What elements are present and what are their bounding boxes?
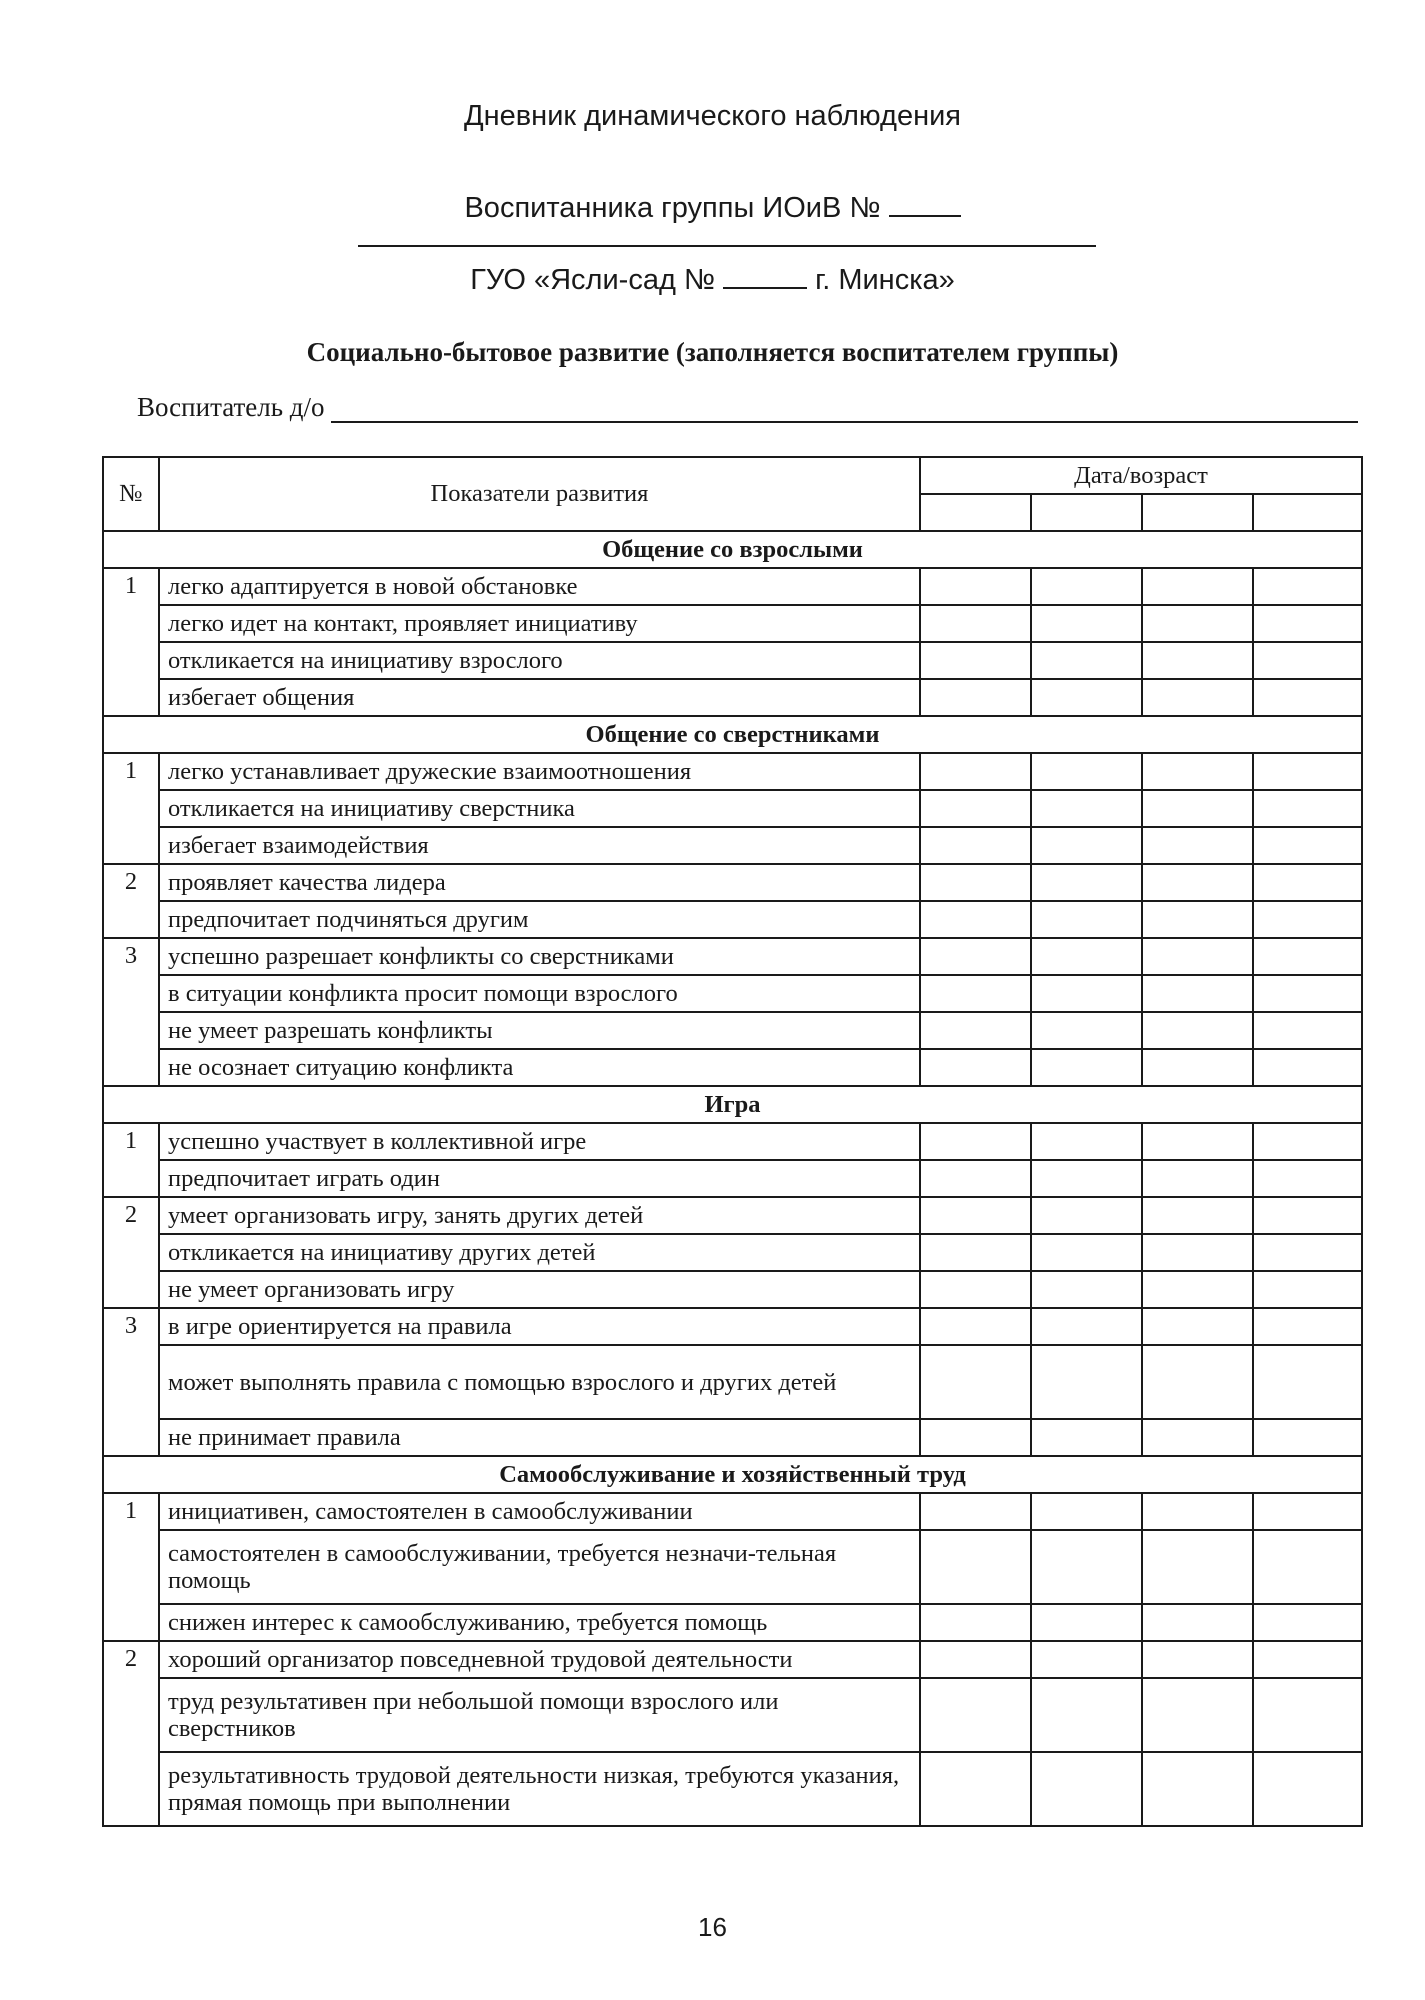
- date-entry-cell[interactable]: [1253, 1604, 1362, 1641]
- date-entry-cell[interactable]: [1253, 1012, 1362, 1049]
- indicator-row: [103, 1308, 1362, 1345]
- indicator-text: предпочитает подчиняться другим: [159, 901, 920, 938]
- indicator-row: [103, 642, 1362, 679]
- date-entry-cell[interactable]: [920, 1530, 1031, 1604]
- date-entry-cell[interactable]: [1031, 1752, 1142, 1826]
- date-entry-cell[interactable]: [1031, 975, 1142, 1012]
- indicator-text: легко идет на контакт, проявляет инициативу: [159, 605, 920, 642]
- date-entry-cell[interactable]: [1142, 1641, 1253, 1678]
- date-entry-cell[interactable]: [1253, 1678, 1362, 1752]
- date-entry-cell[interactable]: [1142, 605, 1253, 642]
- date-entry-cell[interactable]: [920, 1493, 1031, 1530]
- date-entry-cell[interactable]: [1253, 1752, 1362, 1826]
- indicator-text: не умеет разрешать конфликты: [159, 1012, 920, 1049]
- section-row: [103, 1456, 1362, 1493]
- date-entry-cell[interactable]: [1142, 568, 1253, 605]
- pupil-name-blank[interactable]: [358, 245, 1096, 247]
- date-entry-cell[interactable]: [1253, 1123, 1362, 1160]
- item-number: 2: [103, 864, 159, 938]
- date-entry-cell[interactable]: [1031, 1345, 1142, 1419]
- col-date-header: Дата/возраст: [920, 457, 1362, 494]
- section-title: Общение со сверстниками: [103, 716, 1362, 753]
- date-entry-cell[interactable]: [920, 938, 1031, 975]
- indicator-text: успешно разрешает конфликты со сверстниками: [159, 938, 920, 975]
- date-entry-cell[interactable]: [1031, 790, 1142, 827]
- date-entry-cell[interactable]: [1142, 1012, 1253, 1049]
- date-entry-cell[interactable]: [1253, 1160, 1362, 1197]
- section-row: [103, 531, 1362, 568]
- item-number: 2: [103, 1641, 159, 1826]
- item-number: 1: [103, 753, 159, 864]
- date-entry-cell[interactable]: [1142, 1234, 1253, 1271]
- indicator-row: [103, 938, 1362, 975]
- indicator-text: не умеет организовать игру: [159, 1271, 920, 1308]
- date-entry-cell[interactable]: [920, 975, 1031, 1012]
- indicator-text: откликается на инициативу сверстника: [159, 790, 920, 827]
- indicator-text: избегает взаимодействия: [159, 827, 920, 864]
- indicator-text: снижен интерес к самообслуживанию, требуется помощь: [159, 1604, 920, 1641]
- indicator-text: предпочитает играть один: [159, 1160, 920, 1197]
- date-entry-cell[interactable]: [920, 642, 1031, 679]
- date-entry-cell[interactable]: [920, 568, 1031, 605]
- date-entry-cell[interactable]: [1031, 1308, 1142, 1345]
- indicator-text: легко адаптируется в новой обстановке: [159, 568, 920, 605]
- date-entry-cell[interactable]: [1031, 1604, 1142, 1641]
- date-entry-cell[interactable]: [920, 1234, 1031, 1271]
- indicator-row: [103, 790, 1362, 827]
- date-entry-cell[interactable]: [1253, 1345, 1362, 1419]
- indicator-row: [103, 1012, 1362, 1049]
- date-entry-cell[interactable]: [920, 1308, 1031, 1345]
- date-entry-cell[interactable]: [1031, 901, 1142, 938]
- date-entry-cell[interactable]: [1031, 1530, 1142, 1604]
- indicator-row: [103, 1419, 1362, 1456]
- date-entry-cell[interactable]: [1253, 1234, 1362, 1271]
- date-entry-cell[interactable]: [1031, 827, 1142, 864]
- date-entry-cell[interactable]: [920, 1197, 1031, 1234]
- section-title: Самообслуживание и хозяйственный труд: [103, 1456, 1362, 1493]
- indicator-row: [103, 1752, 1362, 1826]
- date-entry-cell[interactable]: [1253, 1271, 1362, 1308]
- date-entry-cell[interactable]: [920, 1345, 1031, 1419]
- date-entry-cell[interactable]: [1031, 642, 1142, 679]
- date-entry-cell[interactable]: [1142, 1493, 1253, 1530]
- section-row: [103, 1086, 1362, 1123]
- date-entry-cell[interactable]: [1031, 605, 1142, 642]
- date-entry-cell[interactable]: [1253, 679, 1362, 716]
- indicator-text: избегает общения: [159, 679, 920, 716]
- date-entry-cell[interactable]: [1253, 1530, 1362, 1604]
- date-entry-cell[interactable]: [1031, 1678, 1142, 1752]
- date-entry-cell[interactable]: [1142, 864, 1253, 901]
- indicator-text: не осознает ситуацию конфликта: [159, 1049, 920, 1086]
- date-entry-cell[interactable]: [1142, 1530, 1253, 1604]
- date-entry-cell[interactable]: [1142, 1678, 1253, 1752]
- indicator-row: [103, 1049, 1362, 1086]
- date-entry-cell[interactable]: [1253, 938, 1362, 975]
- date-entry-cell[interactable]: [920, 1604, 1031, 1641]
- date-entry-cell[interactable]: [1253, 827, 1362, 864]
- date-entry-cell[interactable]: [1142, 1160, 1253, 1197]
- date-entry-cell[interactable]: [1142, 1123, 1253, 1160]
- date-entry-cell[interactable]: [920, 1271, 1031, 1308]
- date-entry-cell[interactable]: [1253, 790, 1362, 827]
- date-entry-cell[interactable]: [920, 1049, 1031, 1086]
- date-entry-cell[interactable]: [920, 790, 1031, 827]
- table-header-row: [103, 457, 1362, 494]
- teacher-name-blank[interactable]: [331, 395, 1358, 423]
- date-entry-cell[interactable]: [1142, 975, 1253, 1012]
- date-entry-cell[interactable]: [1253, 1197, 1362, 1234]
- date-entry-cell[interactable]: [1142, 1197, 1253, 1234]
- indicator-row: [103, 679, 1362, 716]
- date-entry-cell[interactable]: [1253, 1641, 1362, 1678]
- indicator-text: откликается на инициативу других детей: [159, 1234, 920, 1271]
- indicator-text: в игре ориентируется на правила: [159, 1308, 920, 1345]
- indicator-row: [103, 1641, 1362, 1678]
- date-entry-cell[interactable]: [920, 679, 1031, 716]
- col-num-header: №: [103, 457, 159, 531]
- date-entry-cell[interactable]: [1253, 642, 1362, 679]
- date-entry-cell[interactable]: [920, 1123, 1031, 1160]
- indicator-row: [103, 1678, 1362, 1752]
- date-entry-cell[interactable]: [1031, 1049, 1142, 1086]
- item-number: 1: [103, 1493, 159, 1641]
- date-entry-cell[interactable]: [920, 1012, 1031, 1049]
- indicator-text: труд результативен при небольшой помощи взрослого или сверстников: [159, 1678, 920, 1752]
- indicator-text: может выполнять правила с помощью взрослого и других детей: [159, 1345, 920, 1419]
- indicator-row: [103, 1604, 1362, 1641]
- date-entry-cell[interactable]: [1031, 1419, 1142, 1456]
- date-entry-cell[interactable]: [1142, 1419, 1253, 1456]
- date-entry-cell[interactable]: [1031, 1012, 1142, 1049]
- date-entry-cell[interactable]: [1142, 1308, 1253, 1345]
- date-entry-cell[interactable]: [1253, 1308, 1362, 1345]
- date-entry-cell[interactable]: [1031, 1271, 1142, 1308]
- indicator-row: [103, 864, 1362, 901]
- date-entry-cell[interactable]: [1142, 1271, 1253, 1308]
- date-entry-cell[interactable]: [1142, 1345, 1253, 1419]
- date-entry-cell[interactable]: [1253, 568, 1362, 605]
- date-entry-cell[interactable]: [1253, 864, 1362, 901]
- date-entry-cell[interactable]: [1031, 568, 1142, 605]
- teacher-row: [137, 392, 1358, 423]
- date-entry-cell[interactable]: [920, 1678, 1031, 1752]
- date-entry-cell[interactable]: [1142, 827, 1253, 864]
- date-entry-cell[interactable]: [1031, 1234, 1142, 1271]
- date-entry-cell[interactable]: [920, 753, 1031, 790]
- pupil-group-line: Воспитанника группы ИОиВ №: [0, 186, 1425, 225]
- indicator-row: [103, 1271, 1362, 1308]
- date-cell[interactable]: [1253, 494, 1362, 531]
- indicator-text: инициативен, самостоятелен в самообслуживании: [159, 1493, 920, 1530]
- indicator-row: [103, 1530, 1362, 1604]
- date-entry-cell[interactable]: [1253, 605, 1362, 642]
- date-entry-cell[interactable]: [1253, 1049, 1362, 1086]
- indicator-row: [103, 975, 1362, 1012]
- date-entry-cell[interactable]: [1253, 753, 1362, 790]
- date-entry-cell[interactable]: [1253, 901, 1362, 938]
- indicator-text: результативность трудовой деятельности низкая, требуются указания, прямая помощь при выполнении: [159, 1752, 920, 1826]
- date-entry-cell[interactable]: [1142, 679, 1253, 716]
- indicator-row: [103, 901, 1362, 938]
- date-entry-cell[interactable]: [1031, 679, 1142, 716]
- item-number: 3: [103, 938, 159, 1086]
- date-entry-cell[interactable]: [920, 827, 1031, 864]
- indicator-text: проявляет качества лидера: [159, 864, 920, 901]
- date-entry-cell[interactable]: [1142, 790, 1253, 827]
- indicator-text: хороший организатор повседневной трудовой деятельности: [159, 1641, 920, 1678]
- date-entry-cell[interactable]: [1142, 938, 1253, 975]
- date-entry-cell[interactable]: [920, 1419, 1031, 1456]
- indicator-row: [103, 568, 1362, 605]
- indicator-row: [103, 1123, 1362, 1160]
- indicator-row: [103, 1197, 1362, 1234]
- kindergarten-number-blank[interactable]: [723, 258, 807, 289]
- date-entry-cell[interactable]: [1253, 1493, 1362, 1530]
- date-entry-cell[interactable]: [920, 864, 1031, 901]
- teacher-label: Воспитатель д/о: [137, 392, 325, 422]
- document-title: Дневник динамического наблюдения: [463, 100, 961, 132]
- indicator-text: легко устанавливает дружеские взаимоотношения: [159, 753, 920, 790]
- date-entry-cell[interactable]: [920, 1641, 1031, 1678]
- group-number-blank[interactable]: [889, 186, 961, 217]
- date-entry-cell[interactable]: [920, 605, 1031, 642]
- indicator-text: откликается на инициативу взрослого: [159, 642, 920, 679]
- indicator-row: [103, 1493, 1362, 1530]
- date-entry-cell[interactable]: [1142, 1049, 1253, 1086]
- date-entry-cell[interactable]: [1142, 642, 1253, 679]
- date-entry-cell[interactable]: [1031, 1493, 1142, 1530]
- indicator-text: в ситуации конфликта просит помощи взрослого: [159, 975, 920, 1012]
- item-number: 2: [103, 1197, 159, 1308]
- section-heading: Социально-бытовое развитие (заполняется воспитателем группы): [306, 337, 1119, 367]
- date-entry-cell[interactable]: [1031, 1641, 1142, 1678]
- date-entry-cell[interactable]: [1031, 1160, 1142, 1197]
- section-title: Игра: [103, 1086, 1362, 1123]
- col-indicators-header: Показатели развития: [159, 457, 920, 531]
- indicator-row: [103, 1345, 1362, 1419]
- date-entry-cell[interactable]: [1031, 1197, 1142, 1234]
- date-entry-cell[interactable]: [1031, 938, 1142, 975]
- indicator-row: [103, 1160, 1362, 1197]
- date-entry-cell[interactable]: [1253, 1419, 1362, 1456]
- indicator-row: [103, 605, 1362, 642]
- indicator-text: умеет организовать игру, занять других детей: [159, 1197, 920, 1234]
- indicator-row: [103, 827, 1362, 864]
- indicator-row: [103, 753, 1362, 790]
- indicator-row: [103, 1234, 1362, 1271]
- date-entry-cell[interactable]: [1253, 975, 1362, 1012]
- date-entry-cell[interactable]: [1142, 1604, 1253, 1641]
- institution-line: ГУО «Ясли-сад № г. Минска»: [0, 258, 1425, 297]
- indicator-text: успешно участвует в коллективной игре: [159, 1123, 920, 1160]
- date-entry-cell[interactable]: [1031, 864, 1142, 901]
- indicator-text: самостоятелен в самообслуживании, требуется незначи-тельная помощь: [159, 1530, 920, 1604]
- date-entry-cell[interactable]: [920, 901, 1031, 938]
- date-cell[interactable]: [1031, 494, 1142, 531]
- date-entry-cell[interactable]: [1142, 753, 1253, 790]
- date-entry-cell[interactable]: [920, 1160, 1031, 1197]
- item-number: 3: [103, 1308, 159, 1456]
- item-number: 1: [103, 568, 159, 716]
- page-number: 16: [698, 1912, 727, 1942]
- date-entry-cell[interactable]: [1142, 901, 1253, 938]
- item-number: 1: [103, 1123, 159, 1197]
- date-entry-cell[interactable]: [1031, 753, 1142, 790]
- date-entry-cell[interactable]: [920, 1752, 1031, 1826]
- date-entry-cell[interactable]: [1031, 1123, 1142, 1160]
- indicator-text: не принимает правила: [159, 1419, 920, 1456]
- section-title: Общение со взрослыми: [103, 531, 1362, 568]
- observation-table: [102, 456, 1363, 1827]
- section-row: [103, 716, 1362, 753]
- date-cell[interactable]: [920, 494, 1031, 531]
- date-entry-cell[interactable]: [1142, 1752, 1253, 1826]
- date-cell[interactable]: [1142, 494, 1253, 531]
